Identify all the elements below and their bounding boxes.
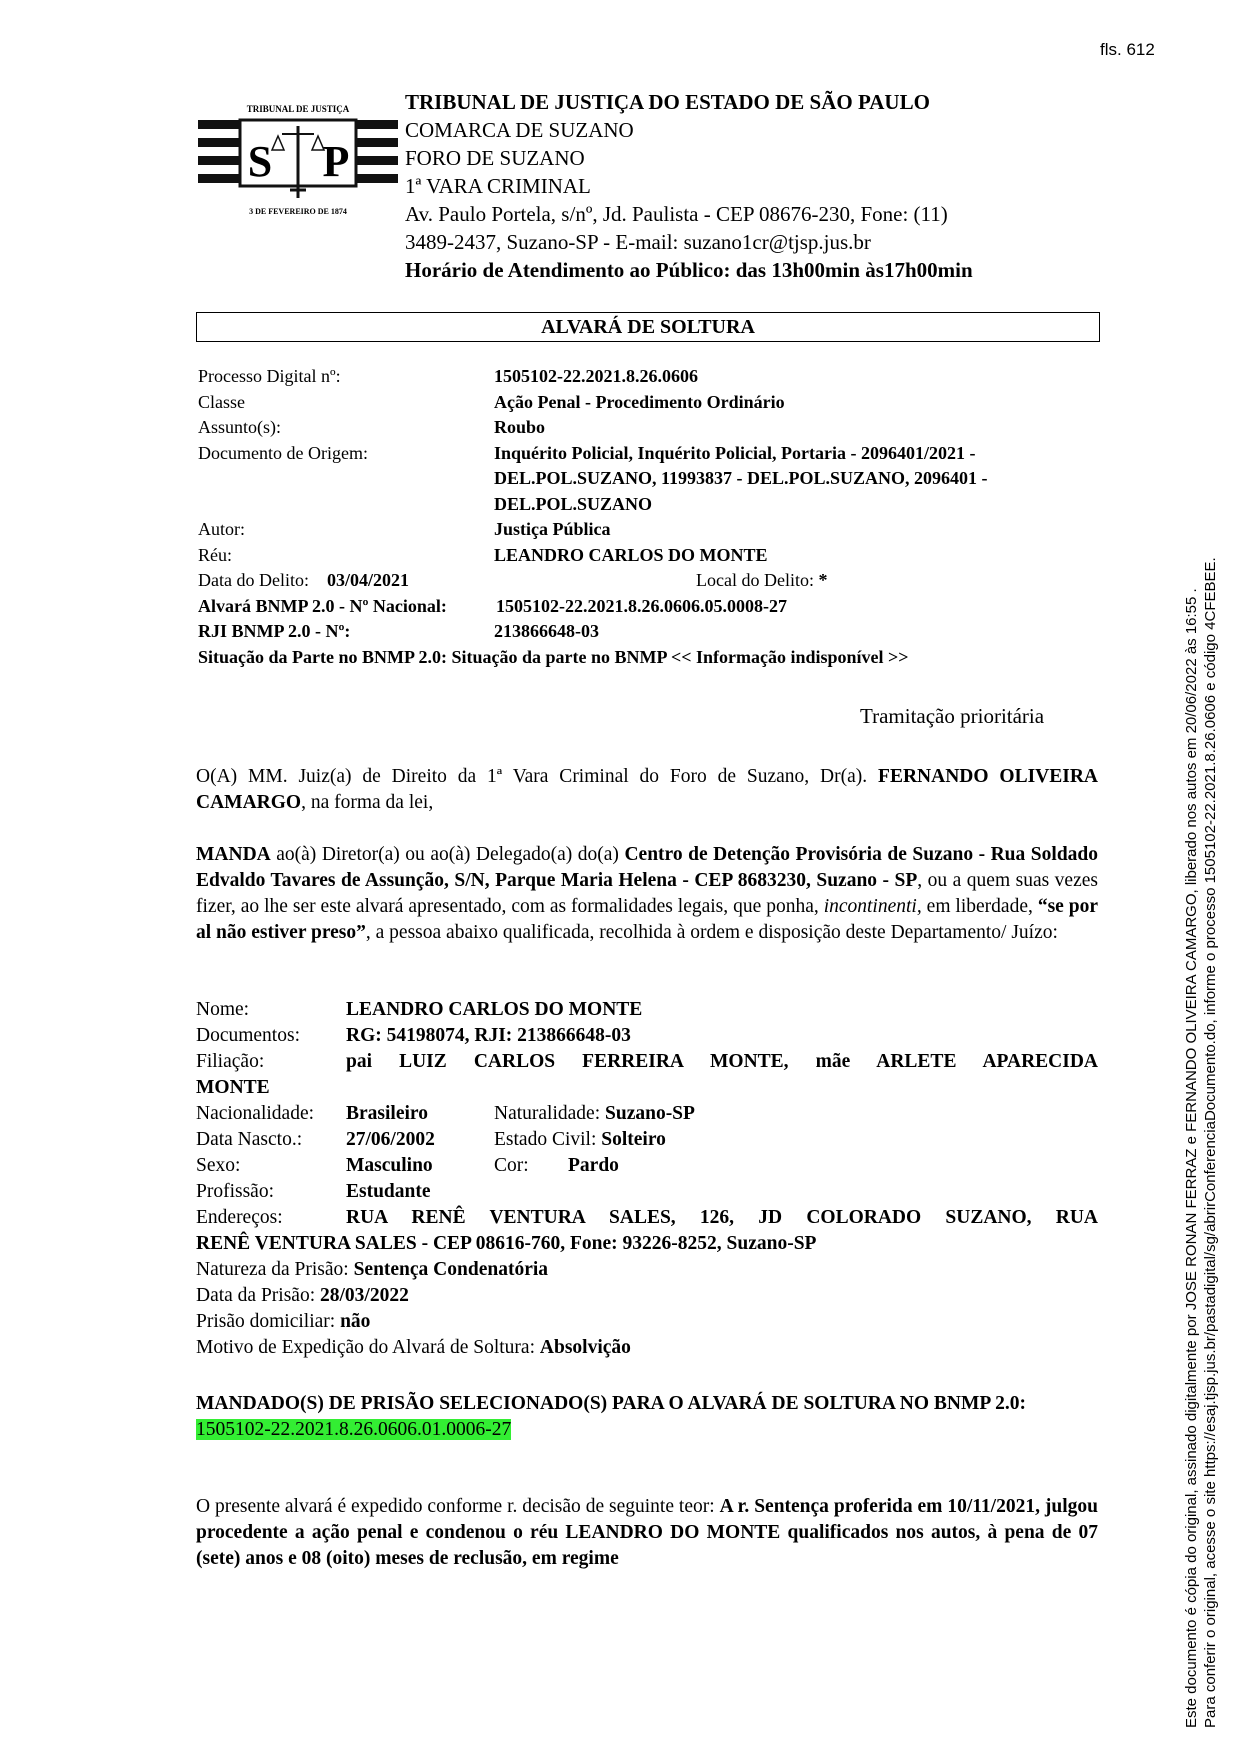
court-header: [405, 88, 1105, 284]
autor-value: Justiça Pública: [494, 519, 611, 539]
comarca: COMARCA DE SUZANO: [405, 118, 634, 142]
page-number: fls. 612: [1100, 40, 1155, 59]
court-name: TRIBUNAL DE JUSTIÇA DO ESTADO DE SÃO PAULO: [405, 90, 930, 114]
decision-paragraph: O presente alvará é expedido conforme r. decisão de seguinte teor: A r. Sentença proferida em 10/11/2021, julgou procedente a ação penal e condenou o réu LEANDRO DO MONTE qualificados nos autos, à pena de 07 (sete) anos e 08 (oito) meses de reclusão, em regime: [196, 1496, 1098, 1569]
document-title: ALVARÁ DE SOLTURA: [196, 312, 1100, 342]
rji-label: RJI BNMP 2.0 - Nº:: [198, 621, 351, 641]
foro: FORO DE SUZANO: [405, 146, 585, 170]
address-line-2: 3489-2437, Suzano-SP - E-mail: suzano1cr@tjsp.jus.br: [405, 230, 871, 254]
warrants-title: MANDADO(S) DE PRISÃO SELECIONADO(S) PARA O ALVARÁ DE SOLTURA NO BNMP 2.0:: [196, 1393, 1026, 1414]
assunto-value: Roubo: [494, 417, 546, 437]
processo-value: 1505102-22.2021.8.26.0606: [494, 366, 698, 386]
assunto-label: Assunto(s):: [198, 417, 282, 437]
rji-value: 213866648-03: [494, 621, 599, 641]
situacao-label: Situação da Parte no BNMP 2.0:: [198, 646, 447, 667]
judge-paragraph: O(A) MM. Juiz(a) de Direito da 1ª Vara Criminal do Foro de Suzano, Dr(a). FERNANDO OLIVEIRA CAMARGO, na forma da lei,: [196, 766, 1099, 813]
judge-name: FERNANDO OLIVEIRA CAMARGO: [196, 766, 1099, 813]
order-paragraph: MANDA ao(à) Diretor(a) ou ao(à) Delegado(a) do(a) Centro de Detenção Provisória de Suzano - Rua Soldado Edvaldo Tavares de Assunção, S/N, Parque Maria Helena - CEP 8683230, Suzano - SP, ou a quem suas vezes fizer, ao lhe ser este alvará apresentado, com as formalidades legais, que ponha, incontinenti, em liberdade, “se por al não estiver preso”, a pessoa abaixo qualificada, recolhida à ordem e disposição deste Departamento/ Juízo:: [196, 844, 1099, 943]
origem-label: Documento de Origem:: [198, 442, 368, 463]
logo-letter-p: P: [322, 137, 350, 186]
warrant-number: 1505102-22.2021.8.26.0606.01.0006-27: [196, 1419, 512, 1440]
person-address: RUA RENÊ VENTURA SALES, 126, JD COLORADO SUZANO, RUA: [346, 1207, 1098, 1228]
person-documents: RG: 54198074, RJI: 213866648-03: [346, 1025, 631, 1046]
address-line-1: Av. Paulo Portela, s/nº, Jd. Paulista - CEP 08676-230, Fone: (11): [405, 202, 948, 226]
warrants-section: [196, 1391, 1098, 1443]
court-seal-logo: [198, 80, 398, 222]
case-info: [198, 364, 1098, 670]
alvara-label: Alvará BNMP 2.0 - Nº Nacional:: [198, 595, 447, 616]
vara: 1ª VARA CRIMINAL: [405, 174, 591, 198]
reu-value: LEANDRO CARLOS DO MONTE: [494, 544, 768, 565]
digital-signature-note: Este documento é cópia do original, assinado digitalmente por JOSE RONAN FERRAZ e FERNANDO OLIVEIRA CAMARGO, liberado nos autos em 20/06/2022 às 16:55 . Para conferir o original, acesse o site https://esaj.tjsp.jus.br/pastadigital/sg/abrirConferenciaDocumento.do, informe o processo 1505102-22.2021.8.26.0606 e código 4CFEBEE.: [1183, 557, 1219, 1728]
priority-note: Tramitação prioritária: [860, 704, 1045, 728]
data-delito-value: 03/04/2021: [326, 570, 409, 590]
alvara-value: 1505102-22.2021.8.26.0606.05.0008-27: [496, 595, 787, 616]
origem-value: Inquérito Policial, Inquérito Policial, Portaria - 2096401/2021 - DEL.POL.SUZANO, 11993837 - DEL.POL.SUZANO, 2096401 - DEL.POL.SUZANO: [494, 442, 988, 514]
logo-bottom-text: 3 DE FEVEREIRO DE 1874: [249, 207, 347, 216]
data-delito-label: Data do Delito:: [198, 570, 309, 590]
processo-label: Processo Digital nº:: [198, 366, 341, 386]
classe-label: Classe: [198, 391, 245, 412]
release-reason: Absolvição: [539, 1337, 631, 1358]
logo-top-text: TRIBUNAL DE JUSTIÇA: [246, 104, 350, 114]
person-qualification: Nome: LEANDRO CARLOS DO MONTE Documentos: RG: 54198074, RJI: 213866648-03 Filiação: pai LUIZ CARLOS FERREIRA MONTE, mãe ARLETE APARECIDA MONTE Nacionalidade: Brasileiro Naturalidade: Suzano-SP Data Nascto.: 27/06/2002 Estado Civil: Solteiro Sexo: Masculino Cor: Pardo Profissão: Estudante Endereços: RUA RENÊ VENTURA SALES, 126, JD COLORADO SUZANO, RUA RENÊ VENTURA SALES - CEP 08616-760, Fone: 93226-8252, Suzano-SP Natureza da Prisão: Sentença Condenatória Data da Prisão: 28/03/2022 Prisão domiciliar: não Motivo de Expedição do Alvará de Soltura: Absolvição: [196, 999, 1098, 1358]
classe-value: Ação Penal - Procedimento Ordinário: [494, 391, 785, 412]
autor-label: Autor:: [198, 519, 245, 539]
local-delito-label: Local do Delito:: [696, 570, 814, 590]
situacao-value: Situação da parte no BNMP << Informação indisponível >>: [451, 646, 909, 667]
logo-letter-s: S: [247, 137, 273, 186]
detention-center: Centro de Detenção Provisória de Suzano - Rua Soldado Edvaldo Tavares de Assunção, S/N, Parque Maria Helena - CEP 8683230, Suzano - SP: [196, 844, 1099, 891]
office-hours: Horário de Atendimento ao Público: das 13h00min às17h00min: [405, 258, 973, 282]
person-name: LEANDRO CARLOS DO MONTE: [346, 999, 643, 1020]
person-parents: pai LUIZ CARLOS FERREIRA MONTE, mãe ARLETE APARECIDA: [346, 1051, 1098, 1072]
local-delito-value: *: [818, 570, 828, 590]
reu-label: Réu:: [198, 544, 232, 565]
